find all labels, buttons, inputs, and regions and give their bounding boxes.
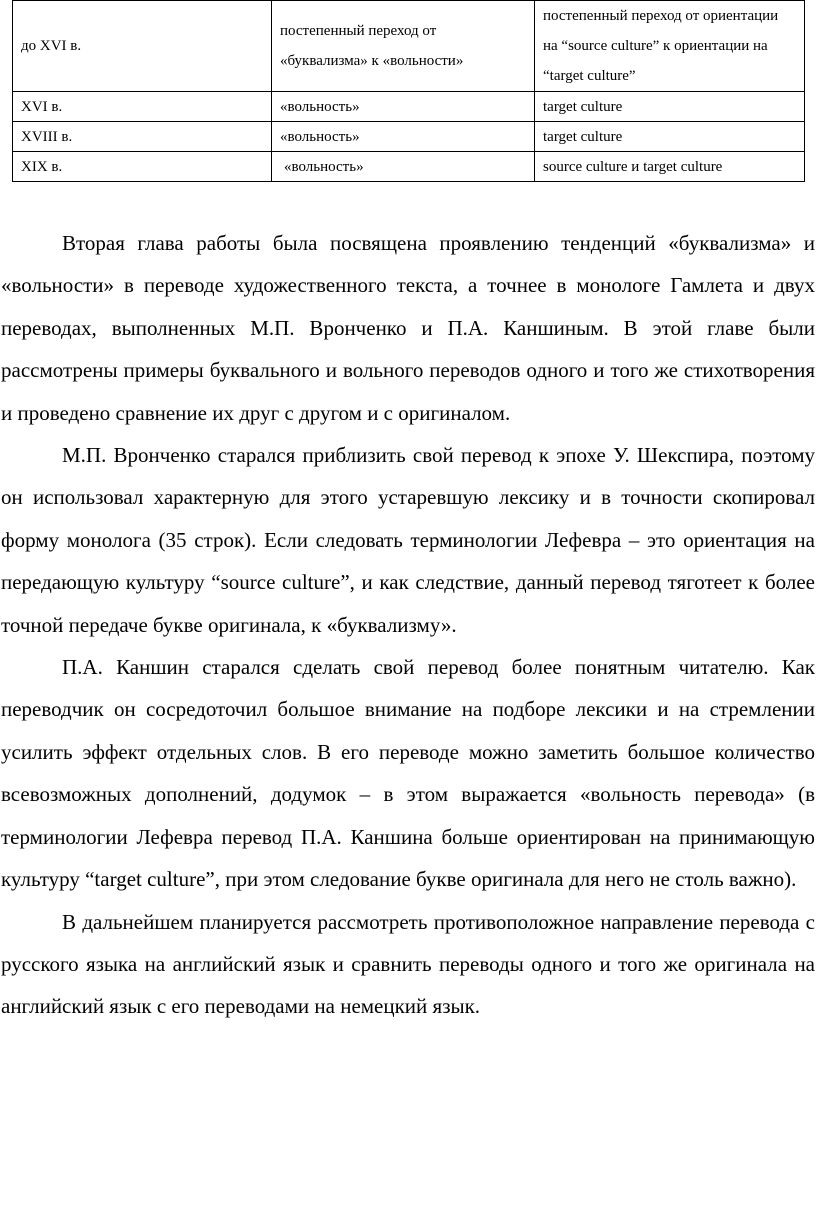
- table-row: [13, 122, 805, 152]
- table-cell: XVIII в.: [13, 122, 272, 152]
- table-cell: XIX в.: [13, 152, 272, 182]
- table-cell: «вольность»: [272, 152, 535, 182]
- table-cell: XVI в.: [13, 92, 272, 122]
- body-text: [1, 222, 815, 1028]
- table-cell: «вольность»: [272, 92, 535, 122]
- table-cell: «вольность»: [272, 122, 535, 152]
- translation-periods-table: [12, 0, 805, 182]
- paragraph: В дальнейшем планируется рассмотреть противоположное направление перевода с русского языка на английский язык и сравнить переводы одного и того же оригинала на английский язык с его переводами на немецкий язык.: [1, 909, 815, 1019]
- table-row: [13, 1, 805, 92]
- table-cell: постепенный переход от ориентации на “source culture” к ориентации на “target culture”: [535, 1, 805, 92]
- table-cell: до XVI в.: [13, 1, 272, 92]
- table-row: [13, 152, 805, 182]
- paragraph: М.П. Вронченко старался приблизить свой перевод к эпохе У. Шекспира, поэтому он использовал характерную для этого устаревшую лексику и в точности скопировал форму монолога (35 строк). Если следовать терминологии Лефевра – это ориентация на передающую культуру “source culture”, и как следствие, данный перевод тяготеет к более точной передаче букве оригинала, к «буквализму».: [1, 443, 815, 637]
- table-cell: постепенный переход от «буквализма» к «вольности»: [272, 1, 535, 92]
- table-cell: target culture: [535, 122, 805, 152]
- paragraph: Вторая глава работы была посвящена проявлению тенденций «буквализма» и «вольности» в переводе художественного текста, а точнее в монологе Гамлета и двух переводах, выполненных М.П. Вронченко и П.А. Каншиным. В этой главе были рассмотрены примеры буквального и вольного переводов одного и того же стихотворения и проведено сравнение их друг с другом и с оригиналом.: [1, 231, 815, 425]
- table-cell: target culture: [535, 92, 805, 122]
- table-row: [13, 92, 805, 122]
- paragraph: П.А. Каншин старался сделать свой перевод более понятным читателю. Как переводчик он сосредоточил большое внимание на подборе лексики и на стремлении усилить эффект отдельных слов. В его переводе можно заметить большое количество всевозможных дополнений, додумок – в этом выражается «вольность перевода» (в терминологии Лефевра перевод П.А. Каншина больше ориентирован на принимающую культуру “target culture”, при этом следование букве оригинала для него не столь важно).: [1, 655, 815, 892]
- table-cell: source culture и target culture: [535, 152, 805, 182]
